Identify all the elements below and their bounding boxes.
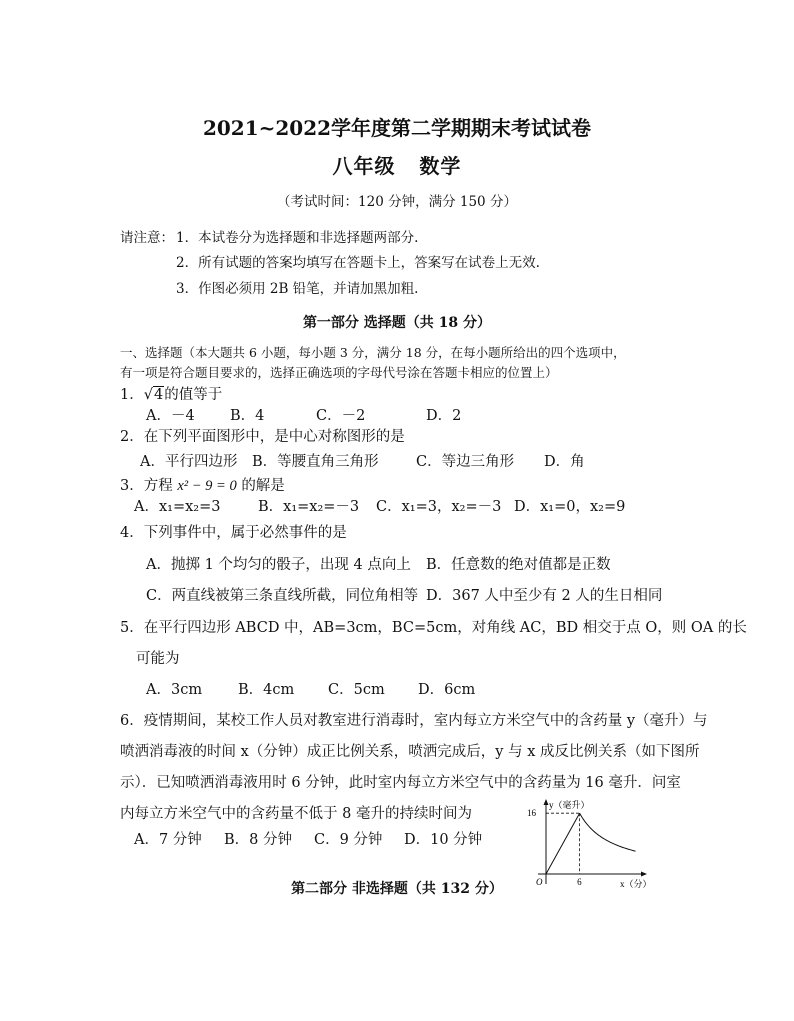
q6-option-c[interactable]: C．9 分钟 — [314, 832, 383, 848]
q6-options — [134, 828, 482, 849]
q6-option-a[interactable]: A．7 分钟 — [134, 832, 202, 848]
q3-options — [134, 495, 625, 516]
q4-option-a[interactable]: A．抛掷 1 个均匀的骰子，出现 4 点向上 — [146, 557, 411, 573]
y-axis-label: y（毫升） — [549, 800, 590, 810]
q6-line1: 6．疫情期间，某校工作人员对教室进行消毒时，室内每立方米空气中的含药量 y（毫升）与 — [120, 713, 708, 729]
q5-line2: 可能为 — [136, 651, 180, 667]
q2-option-c[interactable]: C．等边三角形 — [416, 454, 515, 470]
q6-line2: 喷洒消毒液的时间 x（分钟）成正比例关系，喷洒完成后，y 与 x 成反比例关系（如下图所 — [120, 744, 700, 760]
notice-item-1: 1．本试卷分为选择题和非选择题两部分. — [176, 230, 419, 246]
q5-options — [146, 678, 475, 699]
q5-option-a[interactable]: A．3cm — [146, 682, 203, 698]
notice-item-3: 3．作图必须用 2B 铅笔，并请加黑加粗. — [176, 281, 419, 297]
q6-line4: 内每立方米空气中的含药量不低于 8 毫升的持续时间为 — [120, 806, 472, 822]
q6-option-b[interactable]: B．8 分钟 — [224, 832, 292, 848]
q1-option-c[interactable]: C．－2 — [316, 408, 366, 424]
q5-option-d[interactable]: D．6cm — [418, 682, 476, 698]
q3-stem-suffix: 的解是 — [241, 478, 285, 494]
exam-subtitle: 八年级 数学 — [332, 154, 462, 178]
linear-segment — [546, 813, 580, 874]
sqrt-icon: √ — [143, 387, 153, 403]
x-axis-label: x（分） — [620, 879, 652, 889]
q5-option-c[interactable]: C．5cm — [328, 682, 385, 698]
inverse-curve — [580, 813, 636, 851]
q1-radicand: 4 — [153, 387, 164, 403]
q4-options-row1 — [146, 553, 611, 574]
q3-option-d[interactable]: D．x₁=0，x₂=9 — [514, 499, 626, 515]
q1-option-d[interactable]: D．2 — [426, 408, 462, 424]
exam-info: （考试时间：120 分钟，满分 150 分） — [277, 194, 517, 210]
q3-equation: x² − 9 = 0 — [177, 478, 237, 494]
q1-stem-text: 的值等于 — [164, 387, 223, 403]
q1-option-b[interactable]: B．4 — [230, 408, 265, 424]
q4-option-d[interactable]: D．367 人中至少有 2 人的生日相同 — [426, 588, 663, 604]
exam-title: 2021~2022学年度第二学期期末考试试卷 — [202, 116, 592, 140]
q3-option-a[interactable]: A．x₁=x₂=3 — [134, 499, 221, 515]
q4-stem: 4．下列事件中，属于必然事件的是 — [120, 525, 347, 541]
q1-options — [146, 404, 461, 425]
q1-stem — [120, 383, 222, 404]
q4-option-c[interactable]: C．两直线被第三条直线所截，同位角相等 — [146, 588, 419, 604]
part1-title: 第一部分 选择题（共 18 分） — [302, 315, 492, 331]
part2-title: 第二部分 非选择题（共 132 分） — [291, 881, 503, 897]
q3-option-c[interactable]: C．x₁=3，x₂=－3 — [376, 499, 502, 515]
x-tick-label: 6 — [577, 877, 582, 887]
part1-intro-line2: 有一项是符合题目要求的，选择正确选项的字母代号涂在答题卡相应的位置上） — [120, 365, 558, 380]
notice-label: 请注意： — [120, 230, 174, 246]
q4-options-row2 — [146, 584, 662, 605]
origin-label: O — [536, 877, 543, 887]
q5-line1: 5．在平行四边形 ABCD 中，AB=3cm，BC=5cm，对角线 AC，BD 相交于点 O，则 OA 的长 — [120, 620, 747, 636]
y-tick-label: 16 — [527, 808, 536, 819]
y-axis-arrow-icon — [544, 799, 549, 805]
q2-option-b[interactable]: B．等腰直角三角形 — [252, 454, 379, 470]
q1-sqrt — [144, 387, 164, 403]
notice-item-2: 2．所有试题的答案均填写在答题卡上，答案写在试卷上无效. — [176, 255, 540, 271]
q2-option-d[interactable]: D．角 — [544, 454, 585, 470]
q2-stem: 2．在下列平面图形中，是中心对称图形的是 — [120, 429, 405, 445]
x-axis-arrow-icon — [641, 872, 647, 877]
q3-stem — [120, 474, 285, 495]
part1-intro-line1: 一、选择题（本大题共 6 小题，每小题 3 分，满分 18 分，在每小题所给出的四个选项中， — [120, 345, 626, 360]
q1-option-a[interactable]: A．－4 — [146, 408, 195, 424]
q3-stem-prefix: 3．方程 — [120, 478, 173, 494]
q6-line3: 示）．已知喷洒消毒液用时 6 分钟，此时室内每立方米空气中的含药量为 16 毫升．问室 — [120, 775, 681, 791]
q2-options — [140, 450, 585, 471]
q4-option-b[interactable]: B．任意数的绝对值都是正数 — [426, 557, 611, 573]
q6-option-d[interactable]: D．10 分钟 — [404, 832, 483, 848]
q5-option-b[interactable]: B．4cm — [238, 682, 295, 698]
q3-option-b[interactable]: B．x₁=x₂=－3 — [258, 499, 360, 515]
q2-option-a[interactable]: A．平行四边形 — [140, 454, 238, 470]
q1-number: 1． — [120, 387, 144, 403]
